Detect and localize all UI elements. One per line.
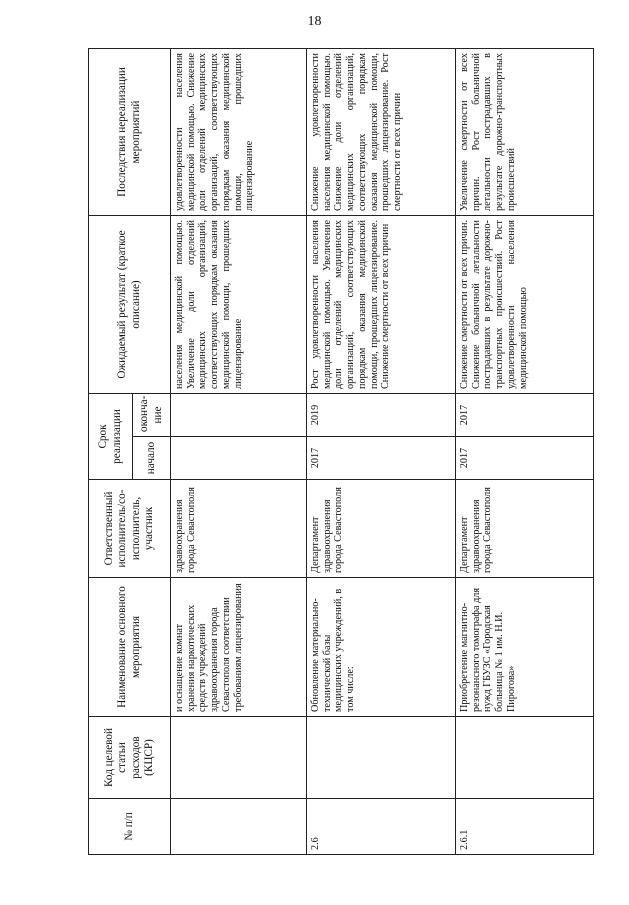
cell-name: и оснащение комнат хранения наркотических средств учреждений здравоохранения города Севастополя соответствии требованиям лицензирования [171, 578, 307, 717]
cell-code [171, 717, 307, 799]
cell-responsible: Департамент здравоохранения города Севастополя [307, 480, 456, 578]
header-start: начало [133, 437, 171, 480]
cell-name: Обновление материально-технической базы медицинских учреждений, в том числе: [307, 578, 456, 717]
cell-responsible: Департамент здравоохранения города Севастополя [456, 480, 594, 578]
cell-num [171, 799, 307, 855]
cell-end: 2019 [307, 394, 456, 437]
table-row [456, 49, 594, 855]
header-end: оконча-ние [133, 394, 171, 437]
cell-end [171, 394, 307, 437]
cell-result: Рост удовлетворенности населения медицинской помощью. Увеличение доли отделений медицинских организаций, соответствующих порядкам оказания медицинской помощи, прошедших лицензирование. Снижение смертности от всех причин [307, 216, 456, 394]
cell-result: Снижение смертности от всех причин. Снижение больничной летальности пострадавших в результате дорожно-транспортных происшествий. Рост удовлетворенности населения медицинской помощью [456, 216, 594, 394]
header-num: № п/п [89, 799, 171, 855]
cell-end: 2017 [456, 394, 594, 437]
header-row-1 [89, 49, 133, 855]
header-name: Наименование основного мероприятия [89, 578, 171, 717]
header-consequences: Последствия нереализации мероприятий [89, 49, 171, 216]
cell-num: 2.6.1 [456, 799, 594, 855]
table-row [307, 49, 456, 855]
cell-code [456, 717, 594, 799]
cell-result: населения медицинской помощью. Увеличение доли отделений медицинских организаций, соответствующих порядкам оказания медицинской помощи, прошедших лицензирование [171, 216, 307, 394]
measures-table [88, 48, 594, 855]
cell-start [171, 437, 307, 480]
header-code: Код целевой статьи расходов (КЦСР) [89, 717, 171, 799]
cell-consequences: Снижение удовлетворенности населения медицинской помощью. Снижение доли отделений медицинских организаций, соответствующих порядкам оказания медицинской помощи, прошедших лицензирование. Рост смертности от всех причин [307, 49, 456, 216]
cell-start: 2017 [307, 437, 456, 480]
page-number: 18 [307, 14, 322, 29]
cell-num: 2.6 [307, 799, 456, 855]
cell-start: 2017 [456, 437, 594, 480]
header-result: Ожидаемый результат (краткое описание) [89, 216, 171, 394]
rotated-table-container [88, 49, 593, 855]
cell-responsible: здравоохранения города Севастополя [171, 480, 307, 578]
cell-consequences: удовлетворенности населения медицинской помощью. Снижение доли отделений медицинских организаций, соответствующих порядкам оказания медицинской помощи, прошедших лицензирование [171, 49, 307, 216]
table-row [171, 49, 307, 855]
cell-code [307, 717, 456, 799]
header-responsible: Ответственный исполнитель/со-исполнитель, участник [89, 480, 171, 578]
header-period: Срок реализации [89, 394, 133, 480]
cell-consequences: Увеличение смертности от всех причин. Рост больничной летальности пострадавших в результате дорожно-транспортных происшествий [456, 49, 594, 216]
cell-name: Приобретение магнитно-резонансного томографа для нужд ГБУЗС «Городская больница № 1 им. Н.И. Пирогова» [456, 578, 594, 717]
